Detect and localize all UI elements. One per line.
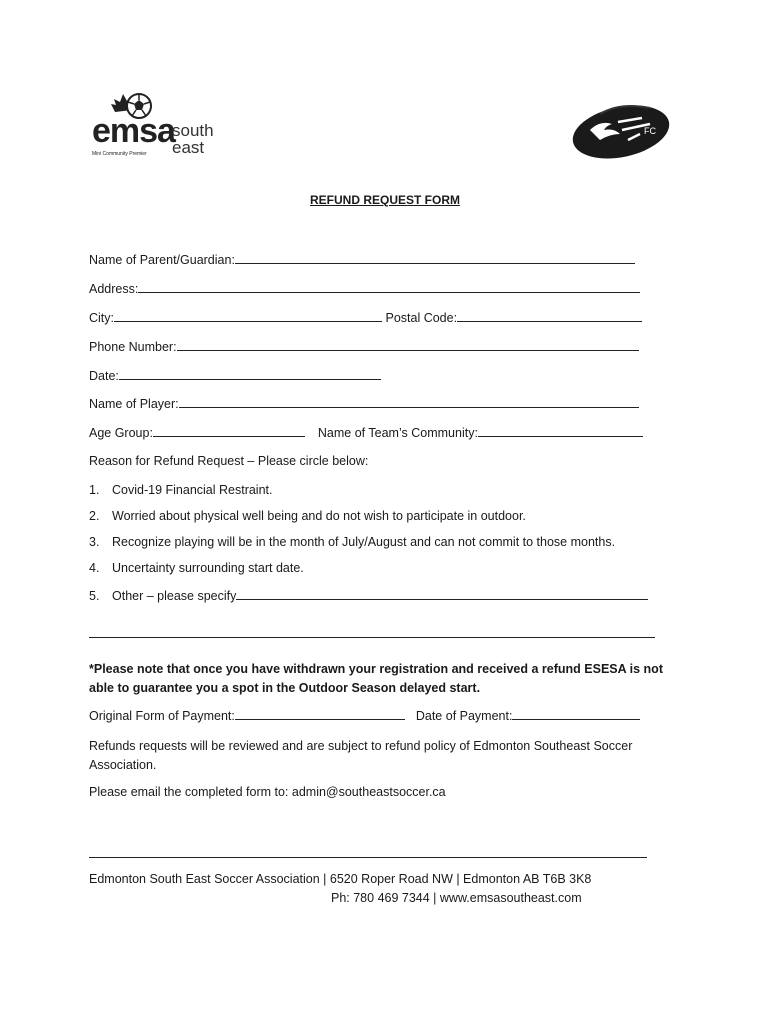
city-blank[interactable] xyxy=(114,310,382,322)
field-address-row xyxy=(89,281,640,296)
email-instruction: Please email the completed form to: admin@southeastsoccer.ca xyxy=(89,785,446,799)
age-group-label: Age Group: xyxy=(89,426,153,440)
reason-item[interactable] xyxy=(89,483,273,497)
date-blank[interactable] xyxy=(119,368,381,380)
parent-blank[interactable] xyxy=(235,252,635,264)
footer-contact: Ph: 780 469 7344 | www.emsasoutheast.com xyxy=(331,891,582,905)
other-specify-blank[interactable] xyxy=(236,588,648,600)
form-title: REFUND REQUEST FORM xyxy=(310,193,460,207)
footer-divider xyxy=(89,857,647,858)
reason-heading: Reason for Refund Request – Please circle below: xyxy=(89,454,369,468)
south-east-text: south east xyxy=(172,121,214,157)
date-of-payment-label: Date of Payment: xyxy=(415,709,513,723)
reason-number: 4. xyxy=(89,561,100,575)
age-group-blank[interactable] xyxy=(153,425,305,437)
city-label: City: xyxy=(89,311,114,325)
field-player-row xyxy=(89,396,639,411)
field-age-row xyxy=(89,425,643,440)
reason-number: 3. xyxy=(89,535,100,549)
reason-number: 5. xyxy=(89,589,100,603)
original-payment-label: Original Form of Payment: xyxy=(89,709,235,723)
field-phone-row xyxy=(89,339,639,354)
reason-text: Recognize playing will be in the month of July/August and can not commit to those months. xyxy=(112,535,616,549)
reason-text: Uncertainty surrounding start date. xyxy=(112,561,304,575)
team-community-blank[interactable] xyxy=(478,425,643,437)
field-city-row xyxy=(89,310,642,325)
reason-number: 2. xyxy=(89,509,100,523)
date-label: Date: xyxy=(89,369,119,383)
storm-fc-text: FC xyxy=(644,126,656,136)
emsa-wordmark: emsa xyxy=(92,112,175,150)
footer-address: Edmonton South East Soccer Association | 6520 Roper Road NW | Edmonton AB T6B 3K8 xyxy=(89,872,592,886)
reason-number: 1. xyxy=(89,483,100,497)
reason-text: Other – please specify xyxy=(112,589,237,603)
emsa-tagline: Mini Community Premier xyxy=(92,151,147,157)
payment-row xyxy=(89,708,640,723)
reason-item[interactable] xyxy=(89,561,304,575)
reason-item[interactable] xyxy=(89,535,615,549)
postal-label: Postal Code: xyxy=(385,311,458,325)
refund-policy-text: Refunds requests will be reviewed and are subject to refund policy of Edmonton Southeast Soccer Association. xyxy=(89,739,633,772)
field-parent-row xyxy=(89,252,635,267)
reason-text: Worried about physical well being and do not wish to participate in outdoor. xyxy=(112,509,526,523)
postal-blank[interactable] xyxy=(457,310,642,322)
team-community-label: Name of Team’s Community: xyxy=(317,426,478,440)
parent-label: Name of Parent/Guardian: xyxy=(89,253,235,267)
address-label: Address: xyxy=(89,282,139,296)
storm-fc-logo xyxy=(570,100,672,160)
withdrawal-note: *Please note that once you have withdrawn your registration and received a refund ESESA is not able to guarantee you a spot in the Outdoor Season delayed start. xyxy=(89,662,663,695)
divider-line xyxy=(89,637,655,638)
date-of-payment-blank[interactable] xyxy=(512,708,640,720)
reason-item[interactable] xyxy=(89,509,526,523)
emsa-logo xyxy=(88,90,228,160)
original-payment-blank[interactable] xyxy=(235,708,405,720)
field-date-row xyxy=(89,368,381,383)
player-blank[interactable] xyxy=(179,396,639,408)
reason-text: Covid-19 Financial Restraint. xyxy=(112,483,273,497)
player-label: Name of Player: xyxy=(89,397,179,411)
reason-item[interactable] xyxy=(89,588,648,603)
phone-label: Phone Number: xyxy=(89,340,177,354)
address-blank[interactable] xyxy=(138,281,640,293)
phone-blank[interactable] xyxy=(177,339,639,351)
